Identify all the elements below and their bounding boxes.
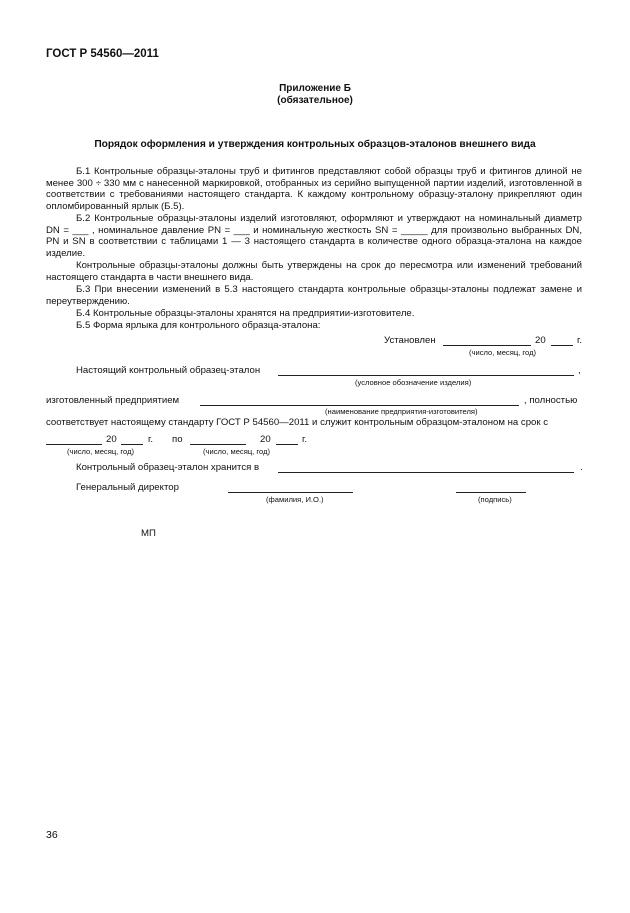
stamp-place: МП — [141, 528, 156, 539]
name-hint: (фамилия, И.О.) — [266, 495, 324, 504]
appendix-status: (обязательное) — [277, 95, 353, 106]
paragraph-b3: Б.3 При внесении изменений в 5.3 настоящего стандарта контрольные образцы-эталоны подлежат замене и переутверждению. — [46, 284, 582, 307]
manufacturer-line[interactable] — [200, 405, 519, 406]
stored-period: . — [580, 462, 583, 473]
period-from-year-prefix: 20 — [106, 434, 117, 445]
period-to-year-suffix: г. — [302, 434, 307, 445]
period-from-year-suffix: г. — [148, 434, 153, 445]
period-to-date-line[interactable] — [190, 444, 246, 445]
document-code: ГОСТ Р 54560—2011 — [46, 48, 159, 60]
page-number: 36 — [46, 829, 58, 841]
paragraph-b1: Б.1 Контрольные образцы-эталоны труб и фитингов представляют собой образцы труб и фитингов длиной не менее 300 ÷ 330 мм с нанесенной маркировкой, отобранных из серийно выпущенной партии изделий, изготовленной в соответствии с требованиями настоящего стандарта. К каждому контрольному образцу-эталону прикрепляют один опломбированный ярлык (Б.5). — [46, 166, 582, 212]
director-name-line[interactable] — [228, 492, 353, 493]
period-to-year-line[interactable] — [276, 444, 298, 445]
director-signature-line[interactable] — [456, 492, 526, 493]
product-designation-line[interactable] — [278, 375, 574, 376]
date-hint-to: (число, месяц, год) — [203, 447, 271, 456]
paragraph-b5: Б.5 Форма ярлыка для контрольного образца-эталона: — [76, 320, 321, 331]
sample-comma: , — [578, 365, 581, 376]
sample-label: Настоящий контрольный образец-эталон — [76, 365, 261, 376]
paragraph-b2: Б.2 Контрольные образцы-эталоны изделий изготовляют, оформляют и утверждают на номинальный диаметр DN = ___ , номинальное давление PN = ___ и номинальную жесткость SN = _____ для произвольно выбранных DN, PN и SN в соответствии с таблицами 1 — 3 настоящего стандарта в количестве одного образца-эталона на каждое изделие. — [46, 213, 582, 259]
date-hint-from: (число, месяц, год) — [67, 447, 135, 456]
complies-text: соответствует настоящему стандарту ГОСТ Р 54560—2011 и служит контрольным образцом-эталоном на срок с — [46, 417, 549, 428]
paragraph-b4: Б.4 Контрольные образцы-эталоны хранятся на предприятии-изготовителе. — [76, 308, 415, 319]
appendix-title: Приложение Б — [279, 83, 351, 94]
stored-label: Контрольный образец-эталон хранится в — [76, 462, 260, 473]
period-to-label: по — [172, 434, 183, 445]
year-prefix: 20 — [535, 335, 546, 346]
fully-text: , полностью — [524, 395, 578, 406]
established-year-line[interactable] — [551, 345, 573, 346]
storage-location-line[interactable] — [278, 472, 574, 473]
section-title: Порядок оформления и утверждения контрольных образцов-эталонов внешнего вида — [94, 139, 536, 150]
established-date-line[interactable] — [443, 345, 531, 346]
period-from-date-line[interactable] — [46, 444, 102, 445]
period-to-year-prefix: 20 — [260, 434, 271, 445]
signature-hint: (подпись) — [478, 495, 512, 504]
product-hint: (условное обозначение изделия) — [355, 378, 472, 387]
paragraph-validity: Контрольные образцы-эталоны должны быть утверждены на срок до пересмотра или изменений требований настоящего стандарта в части внешнего вида. — [46, 260, 582, 283]
established-label: Установлен — [384, 335, 436, 346]
date-hint: (число, месяц, год) — [469, 348, 537, 357]
director-label: Генеральный директор — [76, 482, 179, 493]
year-suffix: г. — [577, 335, 582, 346]
manufactured-label: изготовленный предприятием — [46, 395, 180, 406]
period-from-year-line[interactable] — [121, 444, 143, 445]
manufacturer-hint: (наименование предприятия-изготовителя) — [325, 407, 478, 416]
